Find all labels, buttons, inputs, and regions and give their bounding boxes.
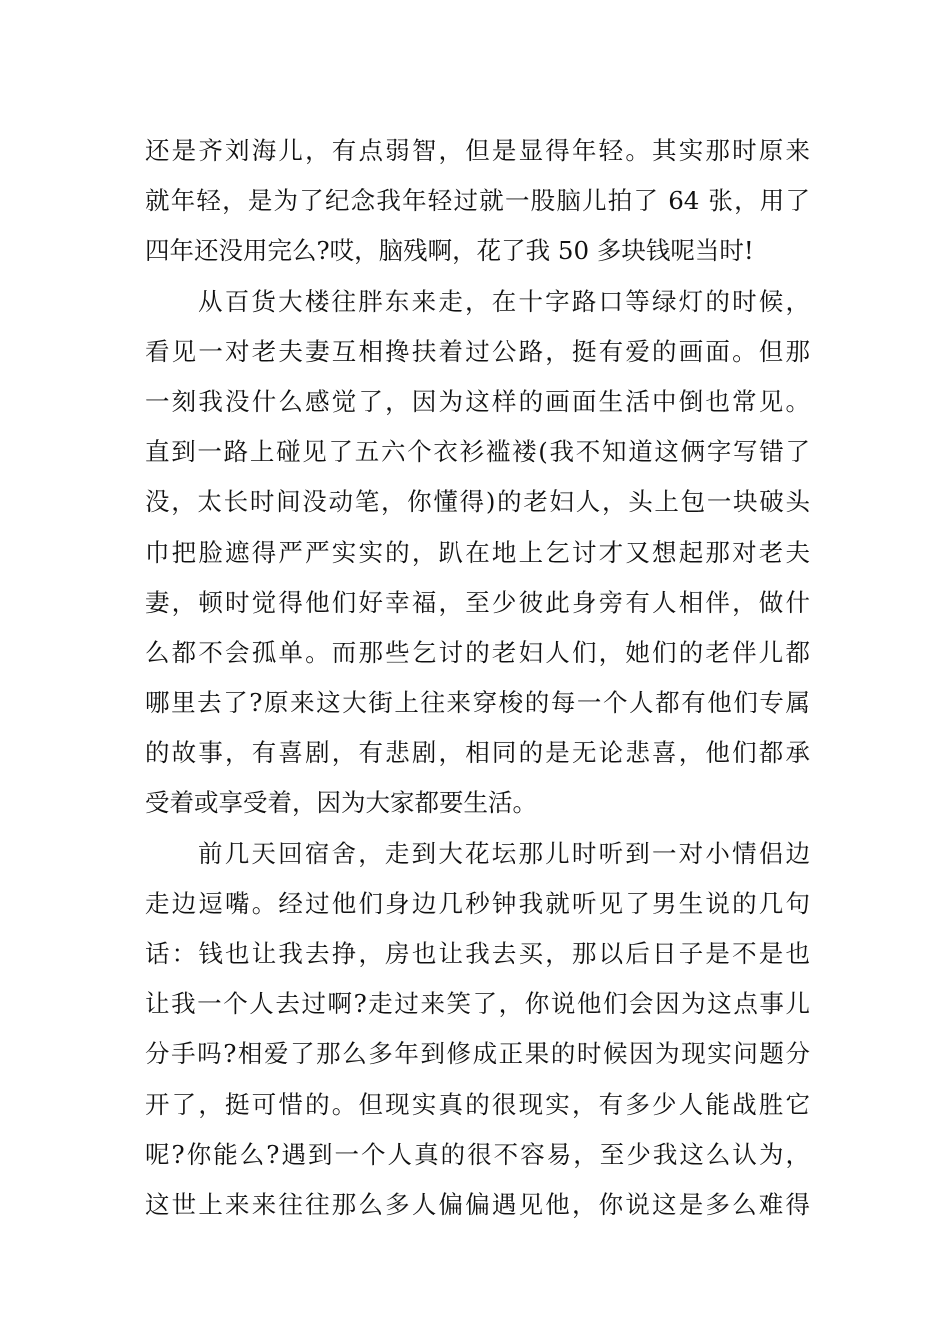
body-text (145, 126, 810, 1230)
text-line: 从百货大楼往胖东来走，在十字路口等绿灯的时候， (198, 286, 810, 316)
text-line: 四年还没用完么?哎，脑残啊，花了我 50 多块钱呢当时! (145, 236, 754, 266)
text-line: 就年轻，是为了纪念我年轻过就一股脑儿拍了 64 张，用了 (145, 186, 810, 216)
text-line: 没，太长时间没动笔，你懂得)的老妇人，头上包一块破头 (145, 487, 810, 517)
text-line: 开了，挺可惜的。但现实真的很现实，有多少人能战胜它 (145, 1089, 810, 1119)
text-line: 还是齐刘海儿，有点弱智，但是显得年轻。其实那时原来 (145, 136, 810, 165)
text-line: 哪里去了?原来这大街上往来穿梭的每一个人都有他们专属 (145, 688, 810, 718)
text-line: 么都不会孤单。而那些乞讨的老妇人们，她们的老伴儿都 (145, 637, 810, 667)
text-line: 的故事，有喜剧，有悲剧，相同的是无论悲喜，他们都承 (145, 738, 810, 768)
text-line: 看见一对老夫妻互相搀扶着过公路，挺有爱的画面。但那 (145, 336, 810, 366)
text-line: 妻，顿时觉得他们好幸福，至少彼此身旁有人相伴，做什 (145, 587, 810, 617)
text-line: 分手吗?相爱了那么多年到修成正果的时候因为现实问题分 (145, 1039, 810, 1069)
text-line: 呢?你能么?遇到一个人真的很不容易，至少我这么认为， (145, 1139, 810, 1169)
text-line: 走边逗嘴。经过他们身边几秒钟我就听见了男生说的几句 (145, 888, 810, 918)
text-line: 这世上来来往往那么多人偏偏遇见他，你说这是多么难得 (145, 1189, 810, 1219)
text-line: 一刻我没什么感觉了，因为这样的画面生活中倒也常见。 (145, 386, 810, 416)
text-line: 受着或享受着，因为大家都要生活。 (145, 788, 537, 818)
text-line: 前几天回宿舍，走到大花坛那儿时听到一对小情侣边 (198, 838, 810, 868)
text-line: 巾把脸遮得严严实实的，趴在地上乞讨才又想起那对老夫 (145, 537, 810, 567)
text-line: 话：钱也让我去挣，房也让我去买，那以后日子是不是也 (145, 939, 810, 968)
text-line: 直到一路上碰见了五六个衣衫褴褛(我不知道这俩字写错了 (145, 437, 810, 467)
text-line: 让我一个人去过啊?走过来笑了，你说他们会因为这点事儿 (145, 989, 810, 1019)
